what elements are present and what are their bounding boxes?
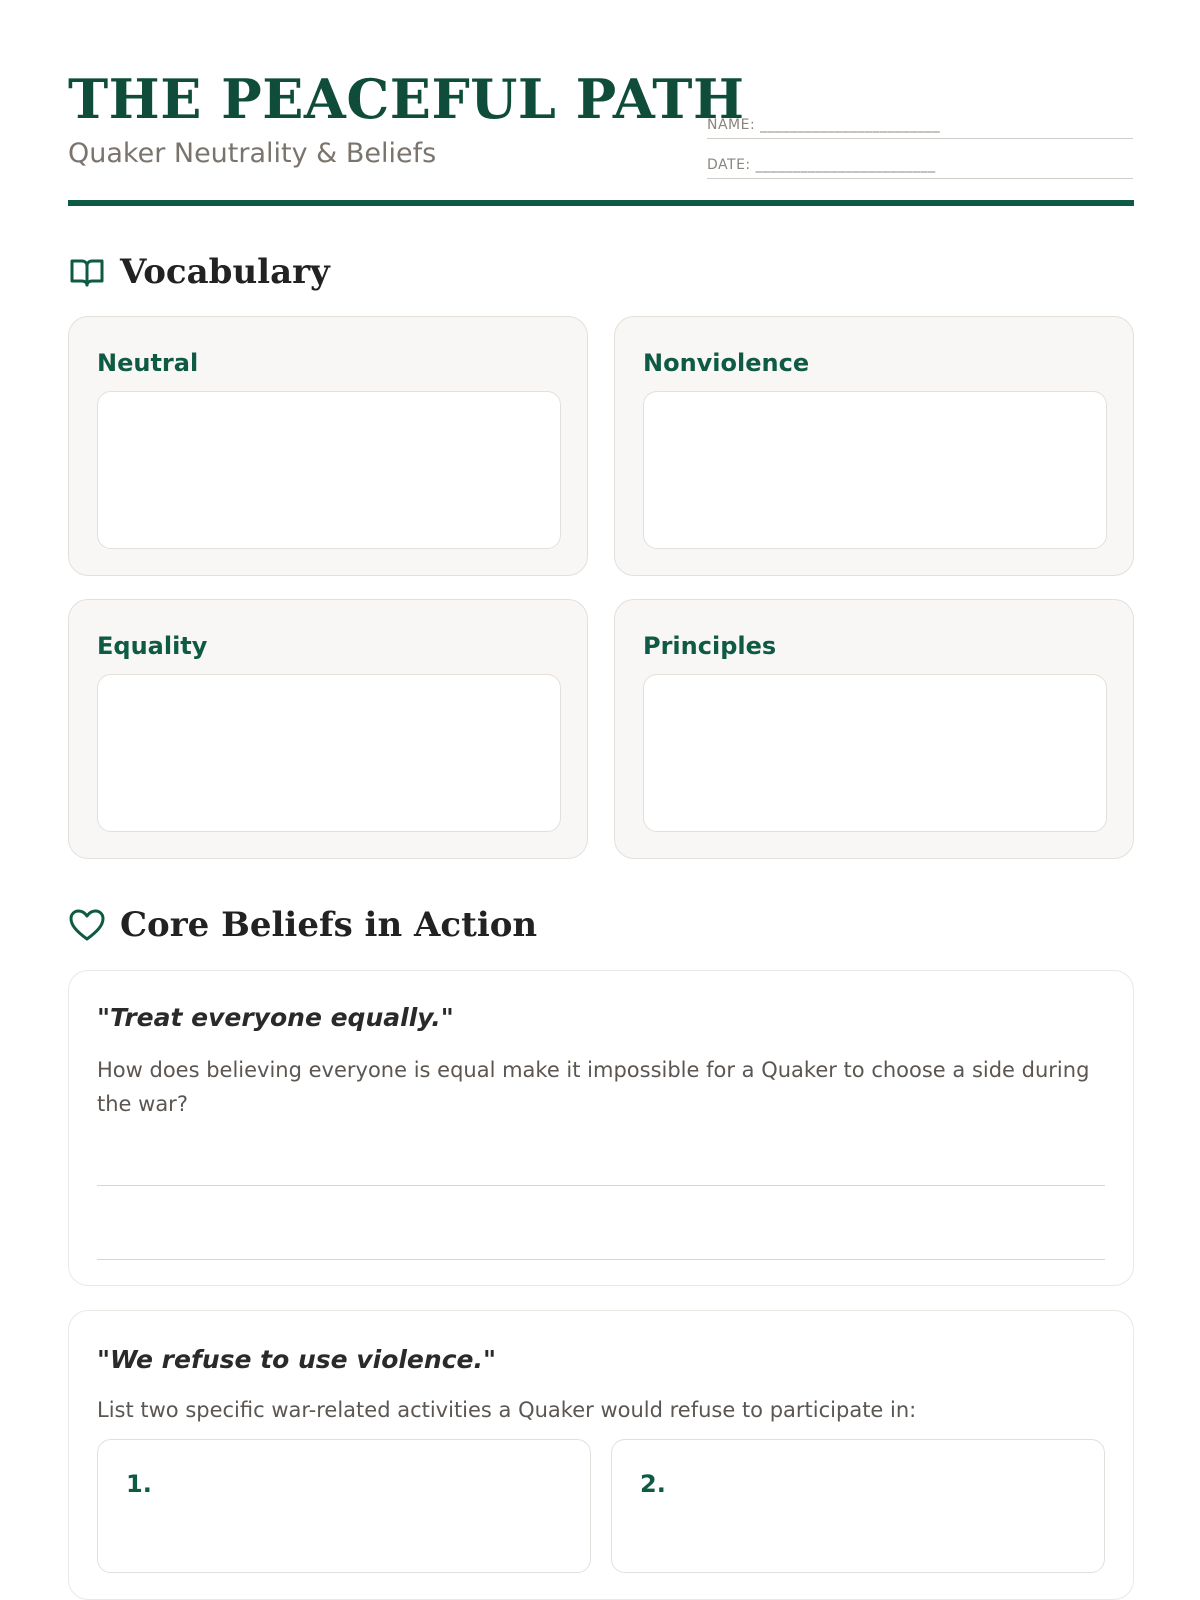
answer-line[interactable] <box>97 1185 1105 1186</box>
vocab-card-nonviolence <box>614 316 1134 576</box>
answer-box-2[interactable] <box>611 1439 1105 1573</box>
question-prompt: How does believing everyone is equal make it impossible for a Quaker to choose a side during the war? <box>97 1058 1090 1116</box>
vocab-card-equality <box>68 599 588 859</box>
core-beliefs-heading-label: Core Beliefs in Action <box>120 905 538 945</box>
header-divider <box>68 200 1134 206</box>
page-subtitle: Quaker Neutrality & Beliefs <box>68 138 437 169</box>
answer-line[interactable] <box>97 1259 1105 1260</box>
name-field[interactable]: NAME: ________________________ <box>707 112 1133 139</box>
core-beliefs-heading <box>68 905 537 945</box>
vocab-card-neutral <box>68 316 588 576</box>
vocabulary-heading-label: Vocabulary <box>120 252 330 292</box>
question-quote: "Treat everyone equally." <box>97 1003 454 1032</box>
vocab-answer-box[interactable] <box>97 674 561 832</box>
worksheet-page <box>68 0 1134 1498</box>
page-title: THE PEACEFUL PATH <box>68 67 745 131</box>
heart-icon <box>68 906 106 944</box>
vocab-answer-box[interactable] <box>97 391 561 549</box>
vocab-card-principles <box>614 599 1134 859</box>
vocab-term: Equality <box>97 632 208 660</box>
vocab-term: Nonviolence <box>643 349 810 377</box>
vocab-answer-box[interactable] <box>643 391 1107 549</box>
list-number: 2. <box>640 1470 666 1498</box>
question-prompt: List two specific war-related activities a Quaker would refuse to participate in: <box>97 1398 917 1422</box>
question-card-equality <box>68 970 1134 1286</box>
vocab-term: Principles <box>643 632 777 660</box>
list-number: 1. <box>126 1470 152 1498</box>
vocabulary-heading <box>68 252 330 292</box>
vocab-answer-box[interactable] <box>643 674 1107 832</box>
answer-box-1[interactable] <box>97 1439 591 1573</box>
vocab-term: Neutral <box>97 349 199 377</box>
question-quote: "We refuse to use violence." <box>97 1345 496 1374</box>
worksheet-header <box>68 0 1134 206</box>
book-icon <box>68 253 106 291</box>
date-field[interactable]: DATE: ________________________ <box>707 152 1133 179</box>
question-card-nonviolence <box>68 1310 1134 1600</box>
